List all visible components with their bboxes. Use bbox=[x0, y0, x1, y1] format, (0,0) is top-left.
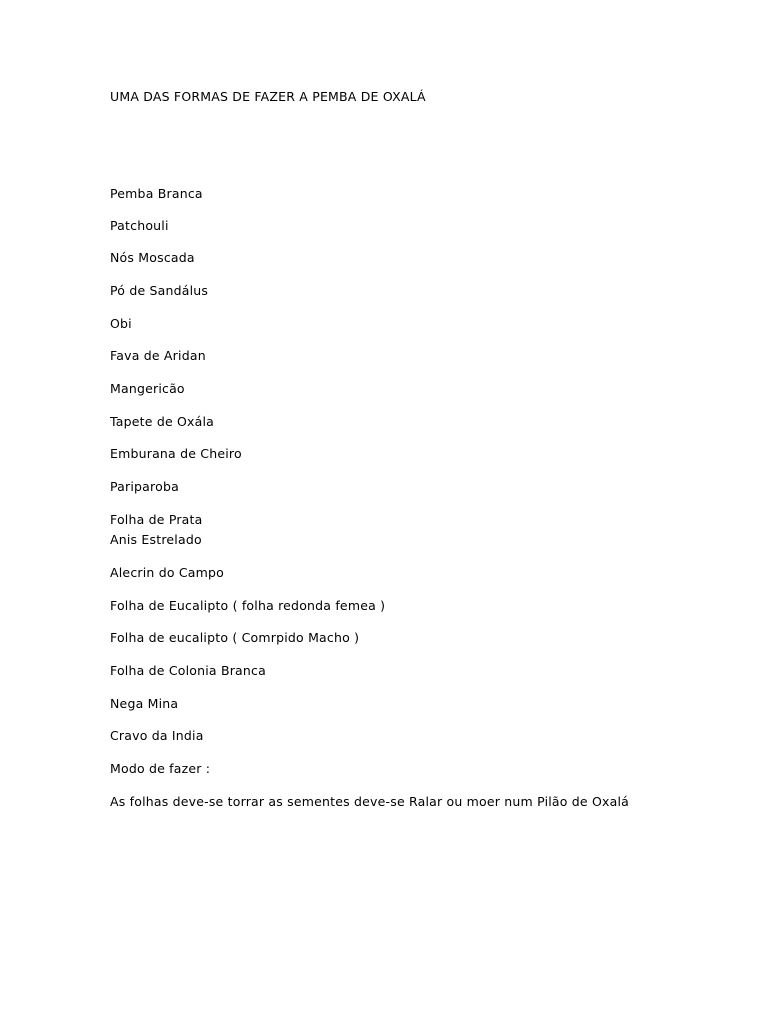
method-text: As folhas deve-se torrar as sementes deve-se Ralar ou moer num Pilão de Oxalá bbox=[110, 794, 630, 809]
ingredient-item: Patchouli bbox=[110, 218, 169, 233]
ingredient-item: Pemba Branca bbox=[110, 186, 203, 201]
ingredient-item: Folha de Colonia Branca bbox=[110, 663, 266, 678]
ingredient-item: Folha de Prata bbox=[110, 512, 203, 527]
ingredient-item: Pó de Sandálus bbox=[110, 283, 209, 298]
ingredient-item: Emburana de Cheiro bbox=[110, 446, 242, 461]
method-label: Modo de fazer : bbox=[110, 761, 211, 776]
ingredient-item: Folha de Eucalipto ( folha redonda femea ) bbox=[110, 598, 386, 613]
ingredient-item: Pariparoba bbox=[110, 479, 179, 494]
ingredient-item: Fava de Aridan bbox=[110, 348, 206, 363]
ingredient-item: Anis Estrelado bbox=[110, 532, 202, 547]
ingredient-item: Obi bbox=[110, 316, 132, 331]
document-title: UMA DAS FORMAS DE FAZER A PEMBA DE OXALÁ bbox=[110, 89, 426, 104]
ingredient-item: Cravo da India bbox=[110, 728, 204, 743]
ingredient-item: Nós Moscada bbox=[110, 250, 195, 265]
ingredient-item: Folha de eucalipto ( Comrpido Macho ) bbox=[110, 630, 360, 645]
ingredient-item: Tapete de Oxála bbox=[110, 414, 215, 429]
ingredient-item: Nega Mina bbox=[110, 696, 179, 711]
ingredient-item: Mangericão bbox=[110, 381, 185, 396]
ingredient-item: Alecrin do Campo bbox=[110, 565, 224, 580]
